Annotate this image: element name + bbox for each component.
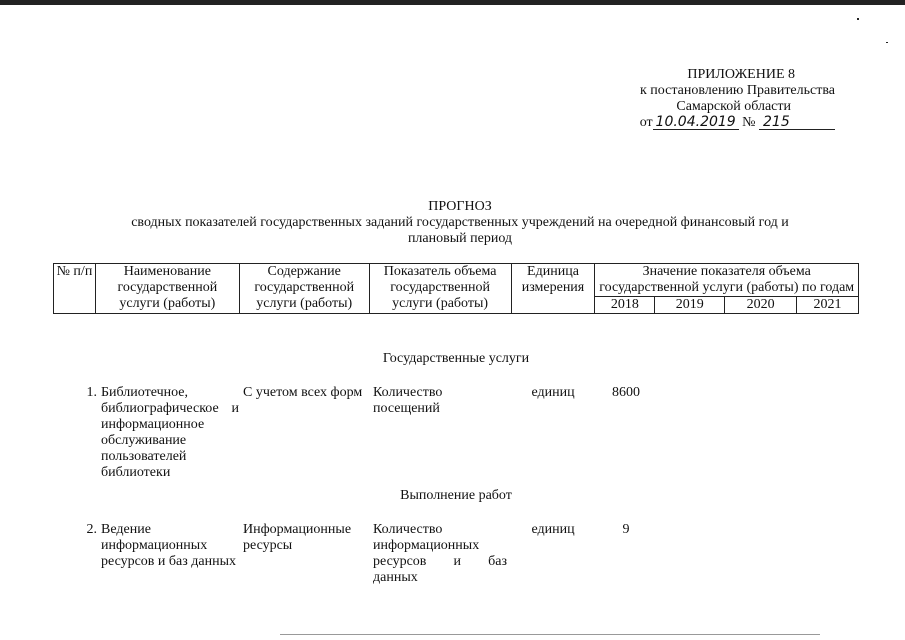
row-indicator: Количество посещений (373, 385, 443, 416)
document-title-main: ПРОГНОЗ (428, 199, 492, 214)
row-num: 2. (86, 522, 97, 537)
document-title-line2: плановый период (407, 231, 513, 246)
scan-speck (886, 42, 888, 43)
document-title-line1: сводных показателей государственных заданий государственных учреждений на очередной финансовый год и (131, 215, 789, 230)
appendix-block (575, 67, 835, 131)
handwritten-number: 215 (759, 115, 835, 130)
header-indicator: Показатель объема государственной услуги (работы) (369, 264, 511, 314)
forecast-table-header (53, 263, 859, 314)
header-unit: Единица измерения (511, 264, 595, 314)
appendix-title: ПРИЛОЖЕНИЕ 8 (687, 67, 795, 82)
header-value: Значение показателя объема государственной услуги (работы) по годам (595, 264, 859, 297)
section-title-works: Выполнение работ (400, 488, 512, 503)
row-content: Информационные ресурсы (243, 522, 352, 553)
section-title-services: Государственные услуги (382, 351, 530, 366)
header-year: 2020 (725, 297, 797, 314)
header-year: 2021 (797, 297, 859, 314)
appendix-date-line (575, 115, 835, 131)
row-num: 1. (86, 385, 97, 400)
header-num: № п/п (54, 264, 96, 314)
header-year: 2019 (655, 297, 725, 314)
row-unit: единиц (531, 385, 575, 400)
appendix-line-region: Самарской области (676, 99, 791, 114)
handwritten-date: 10.04.2019 (653, 115, 739, 130)
row-unit: единиц (531, 522, 575, 537)
scan-bottom-edge (280, 634, 820, 635)
header-content: Содержание государственной услуги (работы) (239, 264, 369, 314)
header-year: 2018 (595, 297, 655, 314)
document-title (40, 199, 880, 247)
number-label: № (742, 115, 756, 130)
row-value-2018: 9 (622, 522, 630, 537)
scan-speck (857, 18, 859, 20)
row-indicator: Количество информационных ресурсов и баз данных (373, 522, 507, 585)
row-content: С учетом всех форм (243, 385, 363, 400)
date-prefix: от (639, 115, 653, 130)
row-value-2018: 8600 (612, 385, 640, 400)
appendix-line-decree: к постановлению Правительства (639, 83, 835, 98)
scan-top-border (0, 0, 905, 5)
row-service-name: Ведение информационных ресурсов и баз данных (101, 522, 237, 569)
header-name: Наименование государственной услуги (работы) (95, 264, 239, 314)
row-service-name: Библиотечное, библиографическое и информационное обслуживание пользователей библиотеки (101, 385, 239, 480)
